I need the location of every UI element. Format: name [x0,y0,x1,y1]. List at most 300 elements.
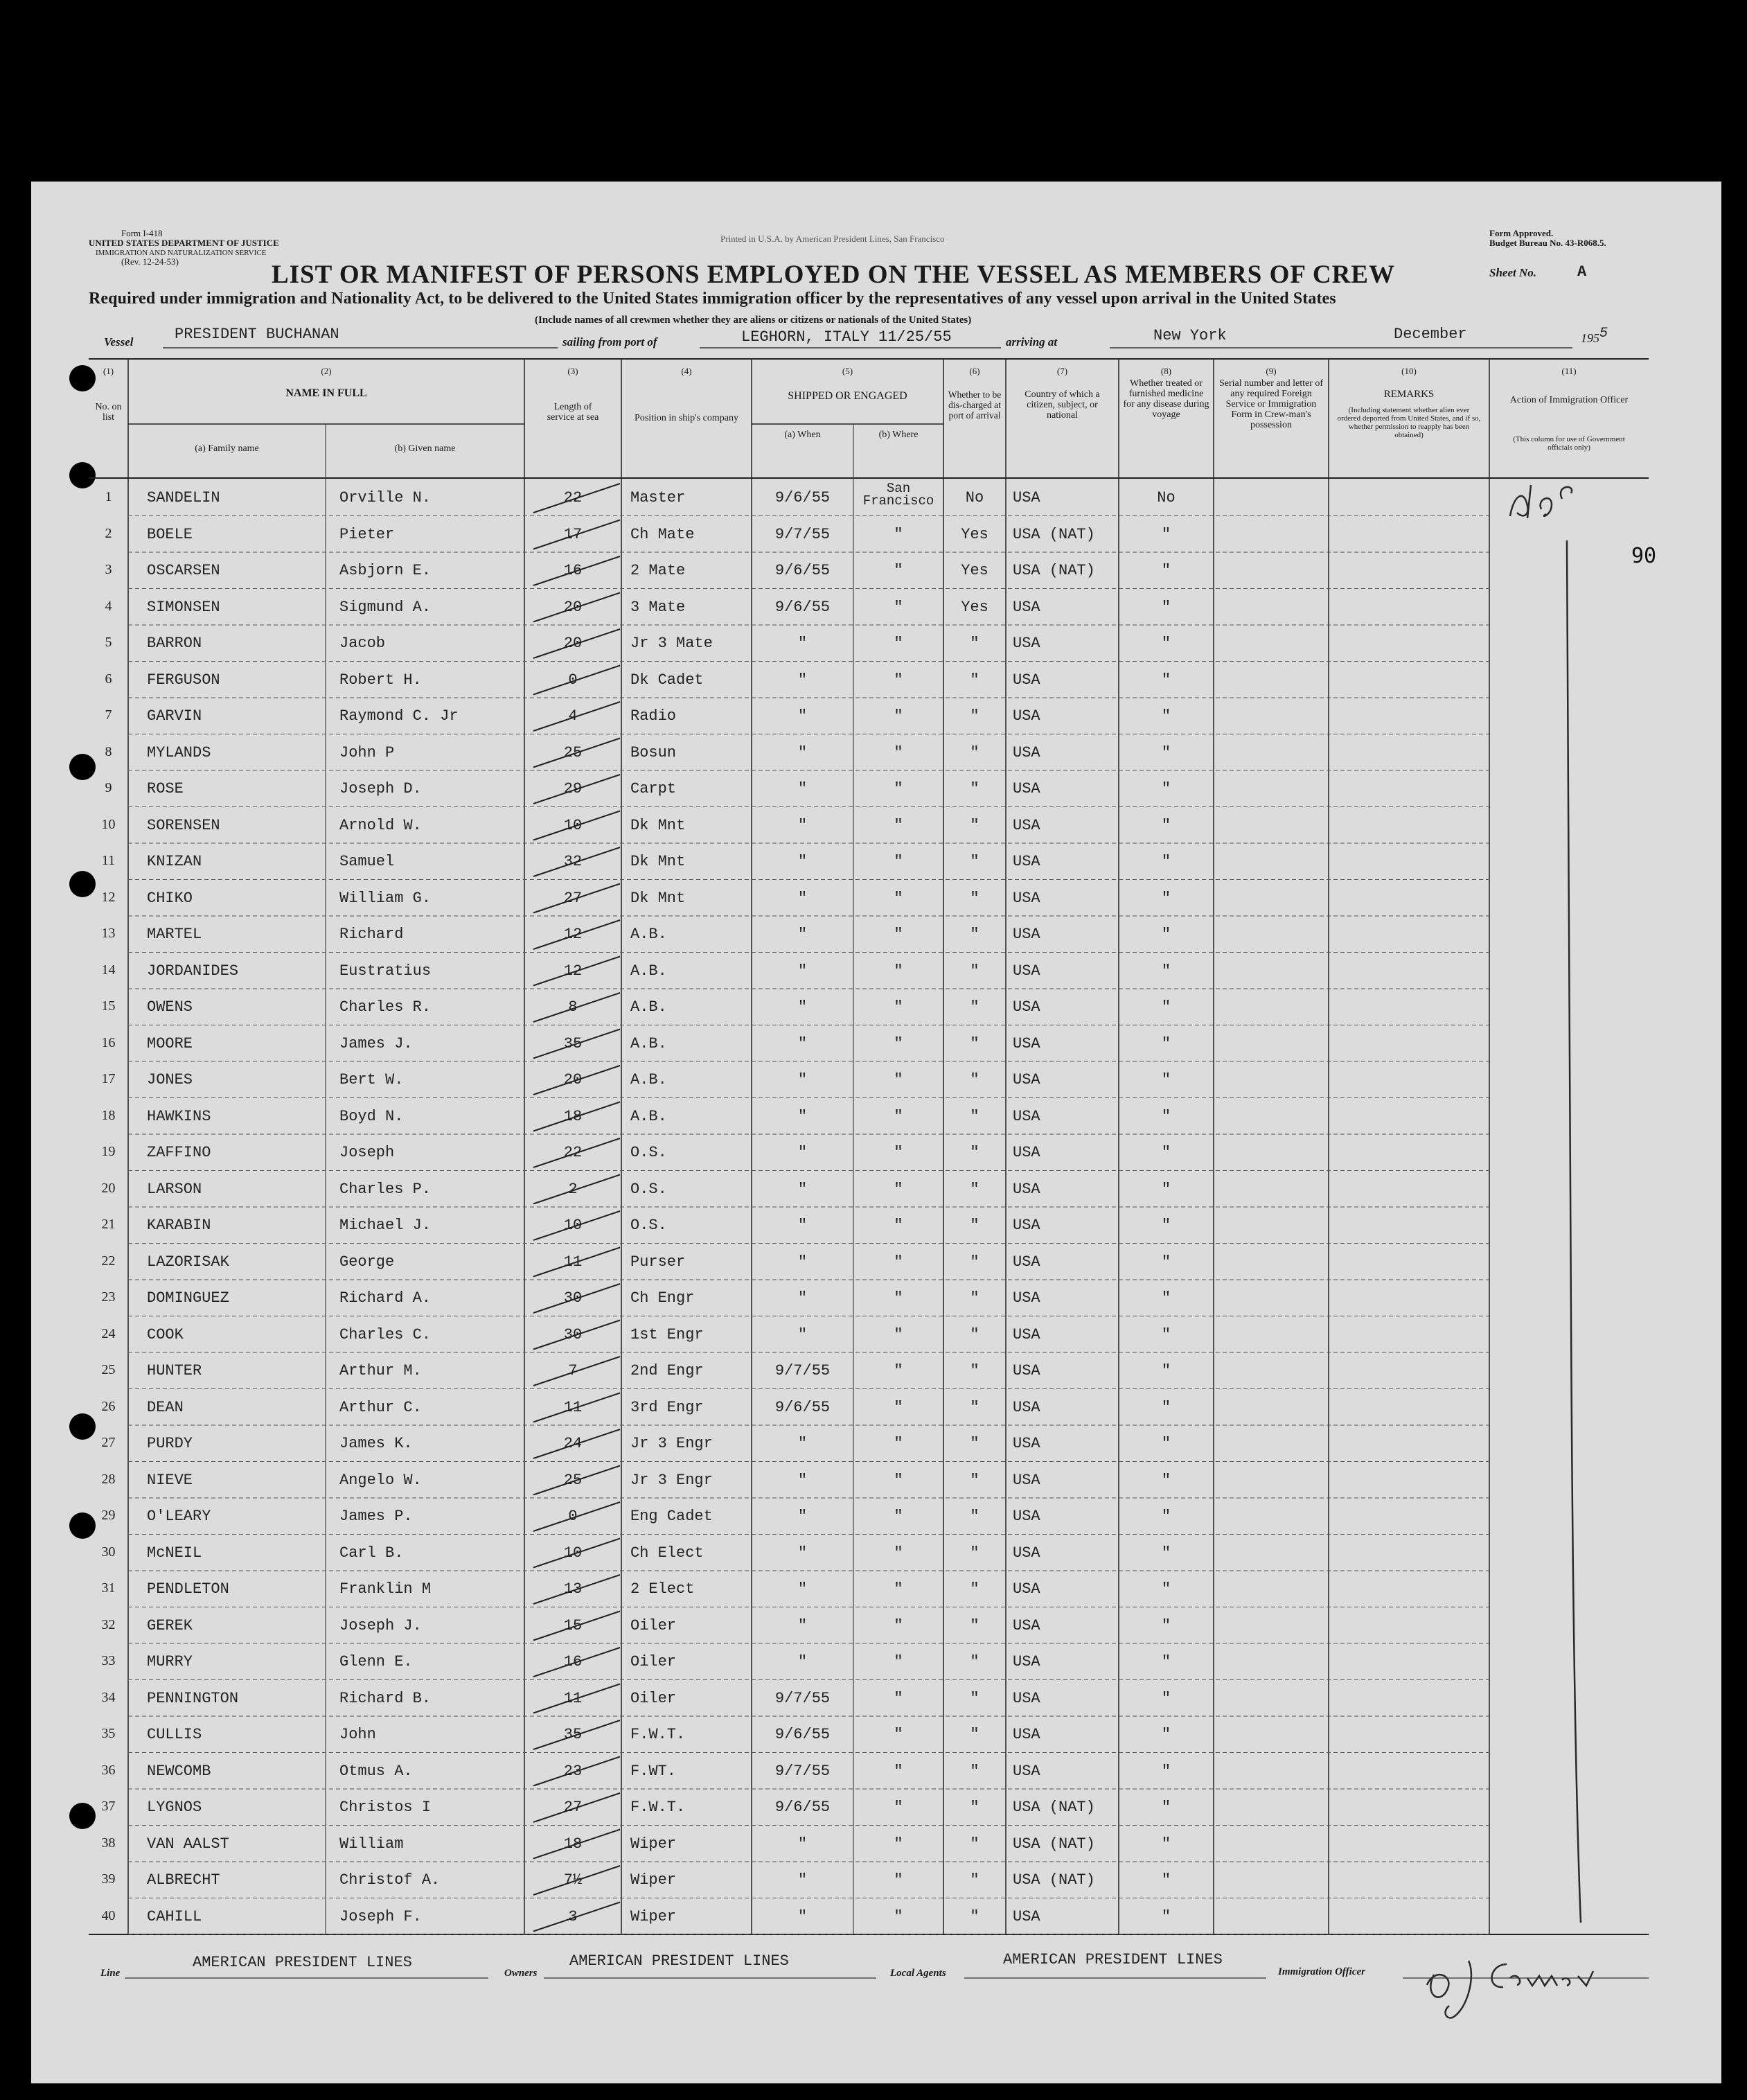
crew-discharge: " [970,1616,979,1634]
crew-service: 10 [563,1217,583,1234]
crew-family: LAZORISAK [147,1253,229,1271]
arriving-label: arriving at [1006,335,1058,348]
crew-no: 16 [101,1034,116,1050]
crew-when: " [797,1907,808,1925]
crew-treated: " [1161,1580,1171,1598]
crew-when: 9/7/55 [774,525,831,543]
crew-where: " [894,962,903,980]
crew-position: Jr 3 Engr [630,1435,713,1452]
crew-treated: " [1161,1289,1171,1307]
agents-value: AMERICAN PRESIDENT LINES [1003,1951,1223,1968]
crew-given: Boyd N. [339,1107,404,1125]
crew-where: " [894,1071,903,1088]
sheet-number: A [1577,263,1587,281]
crew-given: Raymond C. Jr [339,707,459,725]
crew-discharge: " [970,1762,979,1780]
crew-treated: " [1161,962,1171,980]
crew-treated: " [1161,1508,1171,1525]
crew-treated: " [1161,1071,1171,1088]
crew-given: James J. [339,1034,413,1052]
crew-discharge: " [970,1835,979,1853]
col11-header: Action of Immigration Officer [1509,395,1629,405]
crew-service: 11 [563,1398,583,1416]
arrival-year: 1955 [1581,326,1608,345]
crew-when: 9/7/55 [774,1362,831,1379]
crew-treated: " [1161,1544,1171,1562]
crew-discharge: " [970,962,979,980]
crew-country: USA [1013,1398,1040,1416]
crew-country: USA [1013,962,1040,980]
crew-position: A.B. [630,926,667,943]
crew-when: " [797,1616,808,1634]
crew-family: VAN AALST [147,1835,229,1853]
owners-value: AMERICAN PRESIDENT LINES [569,1952,789,1970]
crew-country: USA [1013,1544,1040,1562]
crew-discharge: " [970,1217,979,1234]
crew-treated: " [1161,1762,1171,1780]
crew-treated: " [1161,1325,1171,1343]
crew-where: " [894,562,903,579]
crew-family: DEAN [147,1398,184,1416]
crew-when: " [797,1471,808,1489]
crew-treated: " [1161,1362,1171,1379]
crew-treated: " [1161,853,1171,870]
crew-discharge: " [970,1653,979,1670]
crew-family: LYGNOS [147,1799,202,1816]
crew-discharge: " [970,1580,979,1598]
crew-treated: " [1161,1616,1171,1634]
document-note: (Include names of all crewmen whether they are aliens or citizens or nationals of the United States) [535,315,972,326]
crew-treated: " [1161,1144,1171,1161]
crew-service: 22 [563,489,583,506]
crew-service: 30 [563,1289,583,1307]
crew-where: " [894,1144,903,1161]
crew-treated: " [1161,1799,1171,1816]
crew-position: F.W.T. [630,1799,686,1816]
crew-country: USA [1013,1253,1040,1271]
crew-treated: " [1161,998,1171,1016]
crew-position: Purser [630,1253,686,1271]
crew-no: 34 [101,1689,116,1705]
col3-number: (3) [567,366,578,376]
crew-where: " [894,1544,903,1562]
crew-where: " [894,1034,903,1052]
crew-position: Oiler [630,1653,677,1670]
col7-header: Country of which a citizen, subject, or national [1025,389,1100,421]
crew-country: USA [1013,1289,1040,1307]
crew-when: " [797,1435,808,1452]
crew-given: Pieter [339,525,395,543]
crew-given: Bert W. [339,1071,404,1088]
col2-number: (2) [321,366,332,376]
crew-country: USA [1013,816,1040,834]
crew-given: Christos I [339,1799,432,1816]
crew-where: " [894,1799,903,1816]
crew-family: PURDY [147,1435,193,1452]
crew-discharge: " [970,1689,979,1707]
margin-page-number: 90 [1631,544,1657,568]
crew-treated: " [1161,1726,1171,1743]
crew-where: " [894,1508,903,1525]
crew-service: 30 [563,1325,583,1343]
crew-when: " [797,780,808,797]
crew-country: USA (NAT) [1013,1835,1095,1853]
crew-service: 27 [563,889,583,907]
crew-when: " [797,998,808,1016]
crew-service: 20 [563,598,583,616]
owners-label: Owners [504,1968,538,1979]
crew-position: Wiper [630,1907,677,1925]
crew-given: Asbjorn E. [339,562,432,579]
crew-position: Dk Mnt [630,853,686,870]
crew-where: " [894,1653,903,1670]
crew-family: PENNINGTON [147,1689,239,1707]
crew-when: 9/6/55 [774,1799,831,1816]
crew-no: 22 [101,1253,116,1269]
crew-where: " [894,816,903,834]
crew-position: Wiper [630,1835,677,1853]
crew-position: O.S. [630,1144,667,1161]
crew-given: Joseph J. [339,1616,422,1634]
crew-family: FERGUSON [147,671,220,689]
crew-no: 31 [101,1580,116,1596]
crew-when: " [797,1180,808,1198]
crew-service: 32 [563,853,583,870]
crew-given: Joseph F. [339,1907,422,1925]
crew-treated: " [1161,1871,1171,1889]
crew-given: Glenn E. [339,1653,413,1670]
col9-header: Serial number and letter of any required Foreign Service or Immigration Form in Crew-man's possession [1218,378,1324,430]
crew-when: " [797,1107,808,1125]
crew-position: F.W.T. [630,1726,686,1743]
crew-family: HAWKINS [147,1107,211,1125]
crew-where: " [894,853,903,870]
crew-no: 8 [105,743,112,759]
crew-country: USA [1013,1471,1040,1489]
crew-when: 9/6/55 [774,562,831,579]
crew-family: COOK [147,1325,184,1343]
crew-where: " [894,1398,903,1416]
crew-family: MOORE [147,1034,193,1052]
col5-number: (5) [842,366,853,376]
vessel-name: PRESIDENT BUCHANAN [175,326,339,343]
crew-no: 3 [105,562,112,577]
crew-country: USA [1013,598,1040,616]
crew-treated: " [1161,1398,1171,1416]
crew-treated: " [1161,743,1171,761]
crew-when: 9/6/55 [774,489,831,506]
crew-service: 16 [563,562,583,579]
crew-service: 20 [563,1071,583,1088]
crew-no: 10 [101,816,116,832]
crew-where: San Francisco [862,481,934,509]
crew-where: " [894,1217,903,1234]
crew-country: USA [1013,1217,1040,1234]
crew-family: SORENSEN [147,816,220,834]
crew-service: 4 [568,707,578,725]
crew-family: ZAFFINO [147,1144,211,1161]
crew-discharge: " [970,1144,979,1161]
crew-position: Wiper [630,1871,677,1889]
crew-given: Robert H. [339,671,422,689]
crew-treated: " [1161,816,1171,834]
crew-discharge: " [970,1034,979,1052]
crew-when: " [797,1034,808,1052]
crew-position: A.B. [630,1071,667,1088]
crew-family: MARTEL [147,926,202,943]
col3-header: Length of service at sea [547,402,599,423]
crew-when: " [797,1871,808,1889]
crew-when: " [797,671,808,689]
crew-discharge: Yes [961,525,988,543]
crew-country: USA [1013,1144,1040,1161]
crew-discharge: " [970,707,979,725]
crew-discharge: " [970,1907,979,1925]
crew-where: " [894,525,903,543]
crew-no: 5 [105,635,112,650]
crew-given: Carl B. [339,1544,404,1562]
crew-given: Jacob [339,635,386,652]
crew-when: " [797,889,808,907]
crew-country: USA [1013,926,1040,943]
crew-country: USA [1013,1762,1040,1780]
crew-when: 9/6/55 [774,598,831,616]
crew-discharge: " [970,1180,979,1198]
crew-discharge: " [970,1544,979,1562]
revision: (Rev. 12-24-53) [121,256,179,267]
crew-country: USA [1013,1180,1040,1198]
crew-family: DOMINGUEZ [147,1289,229,1307]
crew-where: " [894,671,903,689]
crew-service: 7½ [563,1871,583,1889]
crew-family: JONES [147,1071,193,1088]
crew-discharge: No [965,489,984,506]
crew-when: " [797,1289,808,1307]
sheet-label: Sheet No. [1489,266,1536,279]
crew-given: John [339,1726,376,1743]
crew-when: " [797,816,808,834]
crew-discharge: " [970,1435,979,1452]
crew-where: " [894,1435,903,1452]
crew-treated: " [1161,1253,1171,1271]
document-subtitle: Required under immigration and Nationality Act, to be delivered to the United States immigration officer by the representatives of any vessel upon arrival in the United States [89,290,1336,308]
crew-country: USA [1013,889,1040,907]
crew-where: " [894,1762,903,1780]
crew-service: 13 [563,1580,583,1598]
crew-no: 7 [105,707,112,723]
crew-no: 18 [101,1107,116,1123]
crew-discharge: " [970,1726,979,1743]
crew-when: 9/7/55 [774,1762,831,1780]
crew-country: USA [1013,635,1040,652]
crew-position: 3 Mate [630,598,686,616]
crew-given: Arnold W. [339,816,422,834]
crew-service: 11 [563,1253,583,1271]
crew-position: 1st Engr [630,1325,704,1343]
crew-country: USA (NAT) [1013,1799,1095,1816]
crew-service: 29 [563,780,583,797]
crew-when: 9/6/55 [774,1398,831,1416]
crew-where: " [894,1471,903,1489]
crew-family: KNIZAN [147,853,202,870]
form-approved: Form Approved. [1489,228,1554,238]
crew-position: Ch Mate [630,525,695,543]
crew-given: George [339,1253,395,1271]
crew-treated: " [1161,1180,1171,1198]
crew-position: Ch Elect [630,1544,704,1562]
crew-given: Michael J. [339,1217,432,1234]
crew-no: 12 [101,889,116,905]
crew-service: 10 [563,1544,583,1562]
crew-service: 10 [563,816,583,834]
crew-discharge: Yes [961,562,988,579]
crew-family: NIEVE [147,1471,193,1489]
crew-no: 24 [101,1325,116,1341]
crew-family: McNEIL [147,1544,202,1562]
crew-no: 26 [101,1398,116,1414]
crew-country: USA [1013,1325,1040,1343]
col5-header: SHIPPED OR ENGAGED [788,390,907,402]
crew-country: USA [1013,1726,1040,1743]
crew-given: Otmus A. [339,1762,413,1780]
crew-no: 23 [101,1289,116,1305]
crew-discharge: " [970,1398,979,1416]
crew-when: " [797,1580,808,1598]
crew-discharge: " [970,1289,979,1307]
crew-when: " [797,853,808,870]
crew-where: " [894,889,903,907]
crew-service: 23 [563,1762,583,1780]
crew-given: Richard B. [339,1689,432,1707]
crew-no: 2 [105,525,112,541]
crew-no: 33 [101,1653,116,1668]
crew-treated: " [1161,1107,1171,1125]
crew-position: Eng Cadet [630,1508,713,1525]
crew-country: USA [1013,1034,1040,1052]
crew-family: MURRY [147,1653,193,1670]
crew-where: " [894,1726,903,1743]
crew-position: Jr 3 Mate [630,635,713,652]
crew-given: John P [339,743,395,761]
crew-position: Oiler [630,1689,677,1707]
crew-position: Dk Mnt [630,816,686,834]
crew-when: " [797,1835,808,1853]
arrival-port: New York [1153,327,1227,344]
crew-where: " [894,1835,903,1853]
crew-given: Joseph [339,1144,395,1161]
crew-treated: " [1161,707,1171,725]
crew-service: 7 [568,1362,578,1379]
crew-service: 8 [568,998,578,1016]
crew-treated: " [1161,1835,1171,1853]
crew-discharge: " [970,1253,979,1271]
crew-position: Master [630,489,686,506]
col4-number: (4) [681,366,692,376]
col11-number: (11) [1561,366,1577,376]
crew-discharge: " [970,998,979,1016]
crew-when: " [797,1071,808,1088]
crew-treated: " [1161,1217,1171,1234]
crew-family: BARRON [147,635,202,652]
crew-discharge: " [970,1508,979,1525]
crew-country: USA (NAT) [1013,1871,1095,1889]
crew-no: 40 [101,1907,116,1923]
crew-given: Joseph D. [339,780,422,797]
crew-where: " [894,1325,903,1343]
budget-bureau: Budget Bureau No. 43-R068.5. [1489,238,1606,248]
crew-service: 16 [563,1653,583,1670]
crew-position: Oiler [630,1616,677,1634]
crew-given: Samuel [339,853,395,870]
crew-given: Franklin M [339,1580,432,1598]
crew-when: " [797,635,808,652]
crew-discharge: " [970,1471,979,1489]
crew-when: " [797,707,808,725]
crew-position: Dk Mnt [630,889,686,907]
crew-given: Angelo W. [339,1471,422,1489]
crew-family: MYLANDS [147,743,211,761]
crew-country: USA (NAT) [1013,562,1095,579]
crew-position: 3rd Engr [630,1398,704,1416]
crew-position: A.B. [630,998,667,1016]
crew-when: " [797,1653,808,1670]
crew-no: 29 [101,1508,116,1523]
crew-treated: " [1161,525,1171,543]
document-title: LIST OR MANIFEST OF PERSONS EMPLOYED ON THE VESSEL AS MEMBERS OF CREW [272,261,1395,289]
col6-header: Whether to be dis-charged at port of arrival [948,389,1002,421]
crew-position: O.S. [630,1180,667,1198]
crew-treated: " [1161,1907,1171,1925]
crew-where: " [894,598,903,616]
service: IMMIGRATION AND NATURALIZATION SERVICE [96,249,267,257]
line-label: Line [100,1968,121,1979]
crew-position: Ch Engr [630,1289,695,1307]
crew-given: Eustratius [339,962,432,980]
crew-treated: No [1157,489,1176,506]
crew-family: OWENS [147,998,193,1016]
crew-no: 39 [101,1871,116,1887]
crew-no: 30 [101,1544,116,1560]
crew-where: " [894,635,903,652]
crew-service: 15 [563,1616,583,1634]
crew-treated: " [1161,598,1171,616]
department: UNITED STATES DEPARTMENT OF JUSTICE [89,238,279,248]
crew-where: " [894,707,903,725]
col1-number: (1) [103,366,114,376]
crew-service: 22 [563,1144,583,1161]
crew-family: CAHILL [147,1907,202,1925]
crew-country: USA [1013,1107,1040,1125]
arrival-month: December [1394,326,1467,343]
col7-number: (7) [1056,366,1068,376]
crew-no: 32 [101,1616,116,1632]
crew-treated: " [1161,1471,1171,1489]
crew-discharge: " [970,889,979,907]
col5a-header: (a) When [784,430,821,440]
crew-where: " [894,1871,903,1889]
crew-family: ROSE [147,780,184,797]
col11-note: (This column for use of Government officials only) [1513,435,1625,452]
col8-header: Whether treated or furnished medicine for any disease during voyage [1123,378,1209,420]
crew-family: CHIKO [147,889,193,907]
crew-no: 37 [101,1799,116,1814]
crew-when: " [797,743,808,761]
crew-country: USA [1013,671,1040,689]
crew-service: 35 [563,1034,583,1052]
crew-discharge: " [970,1362,979,1379]
agents-label: Local Agents [890,1968,946,1979]
crew-discharge: " [970,1325,979,1343]
